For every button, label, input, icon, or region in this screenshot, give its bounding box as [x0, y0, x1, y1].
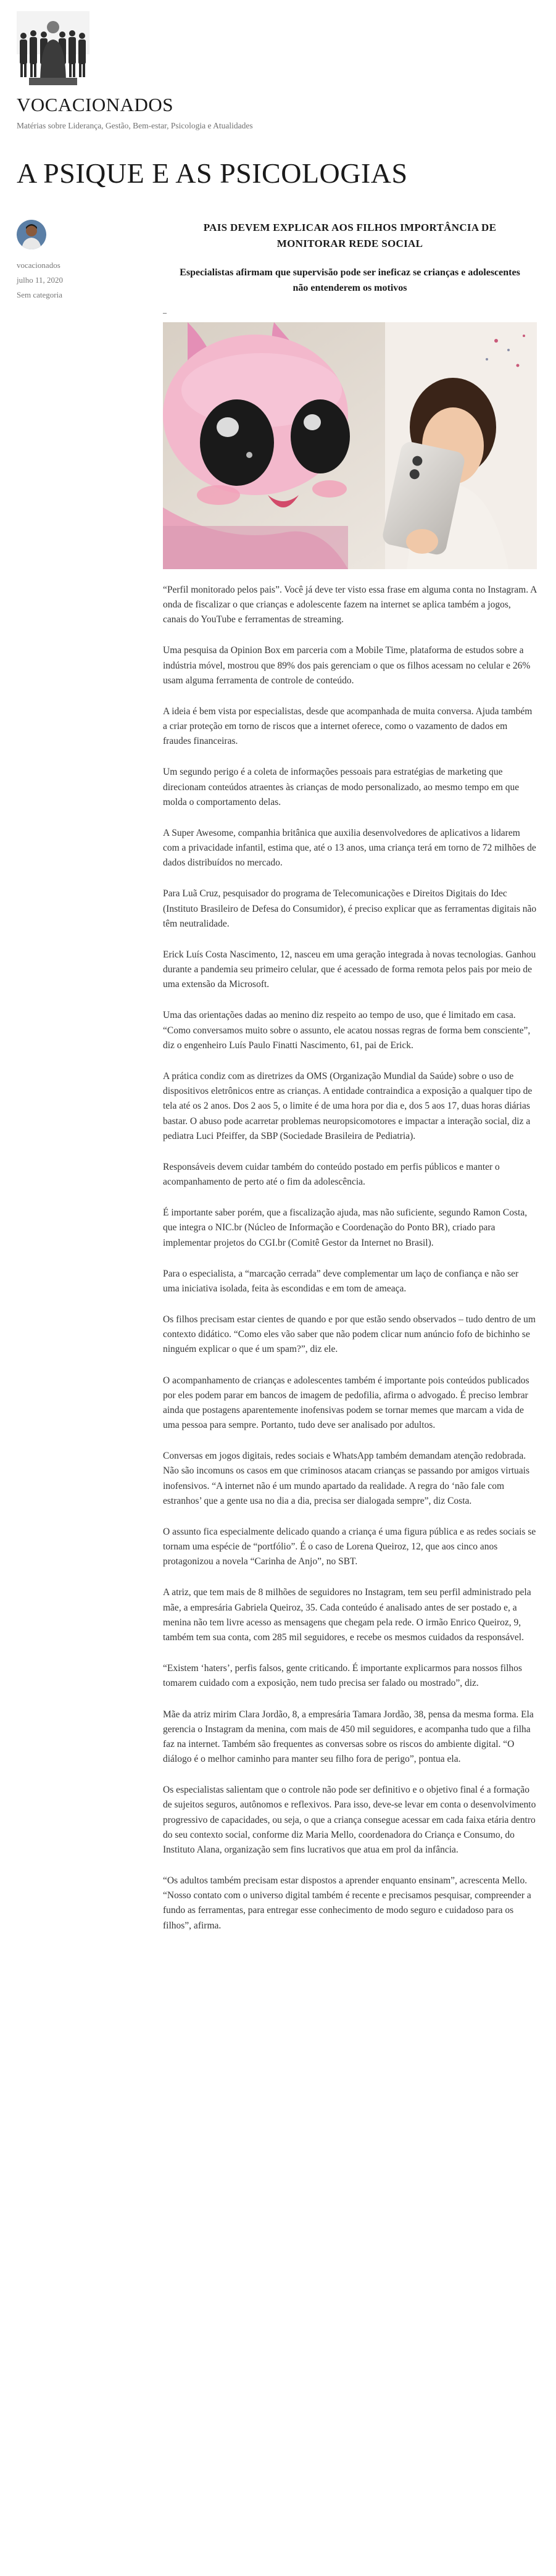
paragraph: Os especialistas salientam que o controle não pode ser definitivo e o objetivo final é a formação de sujeitos seguros, autônomos e reflexivos. Para isso, deve-se levar em conta o desenvolvimento progressivo de capacidades, ou seja, o que a criança consegue acessar em cada faixa etária dentro do seu contexto social, conforme diz Maria Mello, coordenadora do Criança e Consumo, do Instituto Alana, organização sem fins lucrativos que atua em prol da infância.: [163, 1785, 536, 1855]
hero-image: [163, 322, 537, 569]
site-logo-image: [17, 11, 89, 85]
paragraph: Erick Luís Costa Nascimento, 12, nasceu em uma geração integrada à novas tecnologias. Ganhou durante a pandemia seu primeiro celular, que é acessado de forma remota pelos pais por meio de uma extensão da Microsoft.: [163, 949, 536, 990]
post-category-link[interactable]: Sem categoria: [17, 290, 62, 299]
paragraph: A prática condiz com as diretrizes da OMS (Organização Mundial da Saúde) sobre o uso de dispositivos eletrônicos entre as crianças. A entidade contraindica a exposição a qualquer tipo de tela até os 2 anos. Dos 2 aos 5, o limite é de uma hora por dia e, dos 5 aos 17, duas horas diárias bastar. O abuso pode acarretar problemas neuropsicomotores e impactar a interação social, diz a pediatra Luci Pfeiffer, da SBP (Sociedade Brasileira de Pediatria).: [163, 1071, 533, 1141]
paragraph: Mãe da atriz mirim Clara Jordão, 8, a empresária Tamara Jordão, 38, pensa da mesma forma. Ela gerencia o Instagram da menina, com mais de 450 mil seguidores, e acompanha tudo que a filha faz na internet. Também são frequentes as conversas sobre os riscos do ambiente digital. “O diálogo é o melhor caminho para manter seu filho fora de perigo”, pontua ela.: [163, 1709, 534, 1765]
author-avatar: [17, 220, 46, 249]
article-subheading: Especialistas afirmam que supervisão pode ser ineficaz se crianças e adolescentes não entenderem os motivos: [180, 267, 520, 294]
article-body: [163, 583, 537, 1933]
paragraph: “Os adultos também precisam estar dispostos a aprender enquanto ensinam”, acrescenta Mello. “Nosso contato com o universo digital também é recente e precisamos pesquisar, compreender a fundo as ferramentas, para entregar esse conhecimento de modo seguro e cuidadoso para os filhos”, afirma.: [163, 1875, 531, 1931]
site-header: [17, 11, 535, 131]
post-title: A PSIQUE E AS PSICOLOGIAS: [17, 157, 408, 189]
paragraph: O acompanhamento de crianças e adolescentes também é importante pois conteúdos publicados por eles podem parar em bancos de imagem de pedofilia, afirma o advogado. É preciso lembrar ainda que postagens aparentemente inofensivas podem se tornar memes que marcam a vida de uma pessoa para sempre. Portanto, tudo deve ser analisado por adultos.: [163, 1375, 529, 1431]
paragraph: A Super Awesome, companhia britânica que auxilia desenvolvedores de aplicativos a lidarem com a privacidade infantil, estima que, até o 13 anos, uma criança terá em torno de 72 milhões de dados distribuídos no mercado.: [163, 827, 536, 869]
article-heading: PAIS DEVEM EXPLICAR AOS FILHOS IMPORTÂNCIA DE MONITORAR REDE SOCIAL: [203, 222, 497, 250]
post-author-link[interactable]: vocacionados: [17, 261, 60, 270]
paragraph: “Existem ‘haters’, perfis falsos, gente criticando. É importante explicarmos para nossos filhos tomarem cuidado com a exposição, nem tudo precisa ser falado ou mostrado”, diz.: [163, 1663, 522, 1689]
paragraph: Responsáveis devem cuidar também do conteúdo postado em perfis públicos e manter o acompanhamento de perto até o fim da adolescência.: [163, 1161, 500, 1188]
paragraph: Os filhos precisam estar cientes de quando e por que estão sendo observados – tudo dentro de um contexto didático. “Como eles vão saber que não podem clicar num anúncio fofo de bichinho se ninguém explicar o que é um spam?”, diz ele.: [163, 1314, 536, 1355]
site-logo-link[interactable]: [17, 11, 535, 85]
site-title[interactable]: VOCACIONADOS: [17, 94, 174, 115]
paragraph: O assunto fica especialmente delicado quando a criança é uma figura pública e as redes sociais se tornam uma espécie de “portfólio”. É o caso de Lorena Queiroz, 12, que aos cinco anos protagonizou a novela “Carinha de Anjo”, no SBT.: [163, 1526, 536, 1567]
content-separator: –: [163, 307, 167, 317]
paragraph: Uma das orientações dadas ao menino diz respeito ao tempo de uso, que é limitado em casa. “Como conversamos muito sobre o assunto, ele acatou nossas regras de forma bem consciente”, diz o engenheiro Luís Paulo Finatti Nascimento, 61, pai de Erick.: [163, 1010, 531, 1051]
paragraph: Um segundo perigo é a coleta de informações pessoais para estratégias de marketing que direcionam conteúdos atraentes às crianças de modo personalizado, ao mesmo tempo em que molda o comportamento delas.: [163, 767, 520, 807]
site-description: Matérias sobre Liderança, Gestão, Bem-estar, Psicologia e Atualidades: [17, 121, 253, 130]
paragraph: “Perfil monitorado pelos pais”. Você já deve ter visto essa frase em alguma conta no Instagram. A onda de fiscalizar o que crianças e adolescente fazem na internet se aplica também a jogos, canais do YouTube e ferramentas de streaming.: [163, 584, 537, 625]
paragraph: Para Luã Cruz, pesquisador do programa de Telecomunicações e Direitos Digitais do Idec (Instituto Brasileiro de Defesa do Consumidor), é preciso explicar que as ferramentas digitais não têm neutralidade.: [163, 888, 537, 929]
paragraph: A atriz, que tem mais de 8 milhões de seguidores no Instagram, tem seu perfil administrado pela mãe, a empresária Gabriela Queiroz, 35. Cada conteúdo é analisado antes de ser postado e, a menina não tem livre acesso as mensagens que chegam pela rede. O irmão Enrico Queiroz, 9, também tem sua conta, com 285 mil seguidores, e recebe os mesmos cuidados da responsável.: [163, 1587, 531, 1643]
paragraph: Uma pesquisa da Opinion Box em parceria com a Mobile Time, plataforma de estudos sobre a indústria móvel, mostrou que 89% dos pais gerenciam o que os filhos acessam no celular e 26% usam alguma ferramenta de controle de conteúdo.: [163, 645, 531, 686]
post-date-link[interactable]: julho 11, 2020: [17, 275, 63, 285]
paragraph: Conversas em jogos digitais, redes sociais e WhatsApp também demandam atenção redobrada. Não são incomuns os casos em que criminosos atacam crianças se passando por amigos virtuais inofensivos. “A internet não é um mundo apartado da realidade. A regra do ‘não fale com estranhos’ que a gente usa no dia a dia, precisa ser dialogada sempre”, diz Costa.: [163, 1451, 530, 1506]
post-content: [163, 220, 537, 1949]
paragraph: É importante saber porém, que a fiscalização ajuda, mas não suficiente, segundo Ramon Costa, que integra o NIC.br (Núcleo de Informação e Coordenação do Ponto BR), criado para implementar projetos do CGI.br (Comitê Gestor da Internet no Brasil).: [163, 1207, 528, 1248]
paragraph: A ideia é bem vista por especialistas, desde que acompanhada de muita conversa. Ajuda também a criar proteção em torno de riscos que a internet oferece, como o vazamento de dados em fraudes financeiras.: [163, 706, 533, 747]
post-meta: [17, 220, 103, 302]
paragraph: Para o especialista, a “marcação cerrada” deve complementar um laço de confiança e não ser uma iniciativa isolada, feita às escondidas e em tom de ameaça.: [163, 1268, 519, 1294]
